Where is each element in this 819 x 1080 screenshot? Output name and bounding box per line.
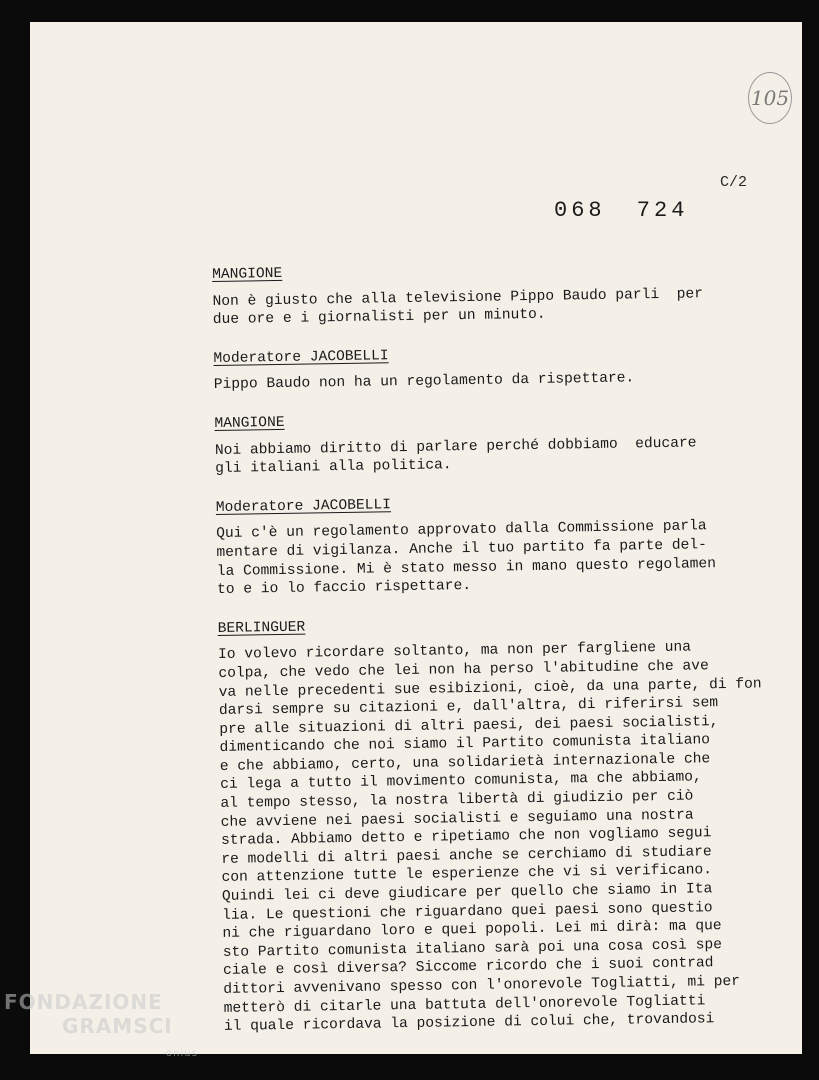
text-line: e che abbiamo, certo, una solidarietà internazionale che [219,751,711,775]
speech-block [212,257,773,330]
text-line: sto Partito comunista italiano sarà poi una cosa così spe [222,936,723,961]
handwritten-page-number [748,72,792,124]
text-line: gli italiani alla politica. [215,457,452,478]
text-line: darsi sempre su citazioni e, dall'altra, di riferirsi sem [218,695,719,720]
text-line: colpa, che vedo che lei non ha perso l'abitudine che ave [218,658,709,682]
text-line: Qui c'è un regolamento approvato dalla Commissione parla [216,518,707,543]
text-line: mentare di vigilanza. Anche il tuo partito fa parte del- [216,537,708,561]
text-line: Non è giusto che alla televisione Pippo Baudo parli per [212,285,704,310]
text-line: il quale ricordava la posizione di colui che, trovandosi [223,1011,715,1036]
text-line: la Commissione. Mi è stato messo in mano questo regolamen [216,555,717,580]
sheet-id: C/2 [720,174,748,191]
text-line: ci lega a tutto il movimento comunista, ma che abbiamo, [220,769,702,794]
speaker-name: MANGIONE [212,265,283,283]
text-line: metterò di citarle una battuta dell'onorevole Togliatti [223,992,706,1017]
watermark-line-1: FONDAZIONE [4,990,163,1014]
text-line: con attenzione tutte le esperienze che vi si verificano. [221,862,713,887]
document-page [30,22,802,1054]
watermark-line-2: GRAMSCI [62,1014,173,1038]
protocol-number: 068 724 [554,198,689,223]
text-line: al tempo stesso, la nostra libertà di giudizio per ciò [220,788,694,812]
text-line: va nelle precedenti sue esibizioni, cioè, da una parte, di fon [218,675,762,701]
speech-block [214,406,775,479]
text-line: dimenticando che noi siamo il Partito comunista italiano [219,732,711,757]
text-line: ni che riguardano loro e quei popoli. Lei mi dirà: ma que [222,918,722,943]
fondazione-gramsci-watermark [4,990,198,1059]
text-line: che avviene nei paesi socialisti e seguiamo una nostra [220,807,694,831]
text-line: pre alle situazioni di altri paesi, dei paesi socialisti, [219,713,719,738]
speech-block [218,611,784,1037]
text-line: due ore e i giornalisti per un minuto. [212,306,546,329]
transcript-body [212,257,784,1056]
watermark-line-3: onlus [166,1048,198,1059]
text-line: to e io lo faccio rispettare. [216,578,472,599]
speaker-name: MANGIONE [214,414,285,432]
speaker-name: Moderatore JACOBELLI [215,496,392,516]
text-line: Pippo Baudo non ha un regolamento da rispettare. [213,370,635,394]
text-line: lia. Le questioni che riguardano quei paesi sono questio [222,899,713,924]
text-line: dittori avvenivano spesso con l'onorevole Togliatti, mi per [223,973,741,998]
speaker-name: BERLINGUER [217,619,306,637]
text-line: Quindi lei ci deve giudicare per quello che siamo in Ita [221,881,713,905]
text-line: ciale e così diversa? Siccome ricordo che i suoi contrad [222,955,714,980]
text-line: Noi abbiamo diritto di parlare perché dobbiamo educare [214,434,697,459]
speaker-name: Moderatore JACOBELLI [213,348,389,367]
speech-block [216,490,778,600]
speech-block [213,341,774,395]
text-line: strada. Abbiamo detto e ripetiamo che non vogliamo segui [220,825,712,850]
text-line: re modelli di altri paesi anche se cerchiamo di studiare [221,844,712,868]
text-line: Io volevo ricordare soltanto, ma non per fargliene una [217,639,692,664]
page-number-text: 105 [750,86,790,110]
